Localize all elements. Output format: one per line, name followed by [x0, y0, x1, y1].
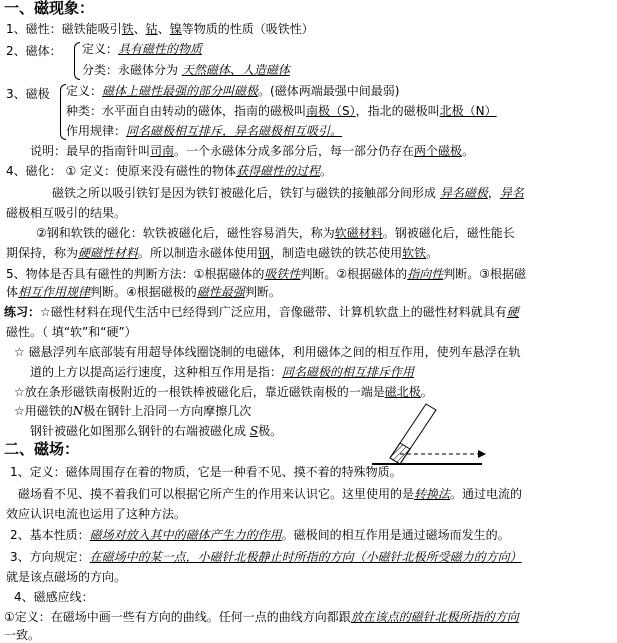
item-judgment-1: 5、物体是否具有磁性的判断方法：①根据磁体的吸铁性判断。②根据磁体的指向性判断。③根据磁 [6, 267, 526, 281]
item-magnetism-property: 1、磁性：磁铁能吸引铁、钴、镍等物质的性质（吸铁性） [6, 22, 314, 36]
field-method-2: 效应认识电流也运用了这种方法。 [6, 507, 187, 521]
magnetization-steel-2: 期保持，称为硬磁性材料。所以制造永磁体使用钢，制造电磁铁的铁芯使用软铁。 [6, 246, 439, 260]
field-lines-title: 4、磁感应线： [14, 590, 94, 604]
bar-magnet [390, 404, 436, 464]
magnetization-explain-2: 磁极相互吸引的结果。 [6, 206, 127, 220]
item-magnetization: 4、磁化： ① 定义：使原来没有磁性的物体获得磁性的过程。 [6, 164, 333, 178]
field-direction-2: 就是该点磁场的方向。 [6, 570, 127, 584]
arrow-head-icon [478, 450, 486, 458]
magnet-needle-figure [370, 398, 490, 468]
practice-q2-line2: 道的上方以提高运行速度，这种相互作用是指：同名磁极的相互排斥作用 [30, 365, 415, 379]
practice-q1-line1: 练习：☆磁性材料在现代生活中已经得到广泛应用，音像磁带、计算机软盘上的磁性材料就具有硬 [4, 305, 519, 319]
section-title-magnetic-field: 二、磁场： [4, 440, 80, 458]
pole-rule: 作用规律：同名磁极相互排斥，异名磁极相互吸引。 [66, 124, 343, 138]
note-compass: 说明：最早的指南针叫司南。一个永磁体分成多部分后，每一部分仍存在两个磁极。 [30, 144, 475, 158]
field-lines-def-1: ①定义：在磁场中画一些有方向的曲线。任何一点的曲线方向都跟放在该点的磁针北极所指的方向 [4, 610, 519, 624]
section-title-magnetism: 一、磁现象： [4, 0, 95, 17]
magnetization-explain-1: 磁铁之所以吸引铁钉是因为铁钉被磁化后，铁钉与磁铁的接触部分间形成 异名磁极，异名 [52, 186, 524, 200]
brace [74, 42, 80, 80]
pole-definition: 定义：磁体上磁性最强的部分叫磁极。(磁体两端最强中间最弱) [66, 84, 400, 98]
practice-q1-line2: 磁性。（ 填“软”和“硬”） [6, 325, 137, 339]
practice-q4: ☆用磁铁的N极在钢针上沿同一方向摩擦几次 [14, 404, 252, 418]
item-magnet-label: 2、磁体： [6, 44, 62, 58]
pole-kinds: 种类：水平面自由转动的磁体，指南的磁极叫南极（S），指北的磁极叫北极（N） [66, 104, 497, 118]
practice-q5: 钢针被磁化如图那么钢针的右端被磁化成 S极。 [30, 424, 283, 438]
practice-q2-line1: ☆ 磁悬浮列车底部装有用超导体线圈饶制的电磁体，利用磁体之间的相互作用，使列车悬浮在轨 [14, 345, 521, 359]
item-judgment-2: 体相互作用规律判断。④根据磁极的磁性最强判断。 [6, 285, 281, 299]
field-direction-1: 3、方向规定：在磁场中的某一点，小磁针北极静止时所指的方向（小磁针北极所受磁力的方向） [10, 550, 522, 564]
magnet-definition: 定义：具有磁性的物质 [82, 42, 203, 56]
magnet-classification: 分类：永磁体分为 天然磁体、人造磁体 [82, 63, 290, 77]
field-method-1: 磁场看不见、摸不着我们可以根据它所产生的作用来认识它。这里使用的是转换法。通过电流的 [18, 487, 523, 501]
field-lines-def-2: 一致。 [4, 628, 41, 642]
field-property: 2、基本性质：磁场对放入其中的磁体产生力的作用。磁极间的相互作用是通过磁场而发生的。 [10, 528, 510, 542]
field-definition: 1、定义：磁体周围存在着的物质，它是一种看不见、摸不着的特殊物质。 [10, 465, 402, 479]
practice-q3: ☆放在条形磁铁南极附近的一根铁棒被磁化后，靠近磁铁南极的一端是磁北极。 [14, 385, 433, 399]
item-pole-label: 3、磁极 [6, 87, 50, 101]
magnetization-steel-1: ②钢和软铁的磁化：软铁被磁化后，磁性容易消失，称为软磁材料。钢被磁化后，磁性能长 [36, 226, 515, 240]
